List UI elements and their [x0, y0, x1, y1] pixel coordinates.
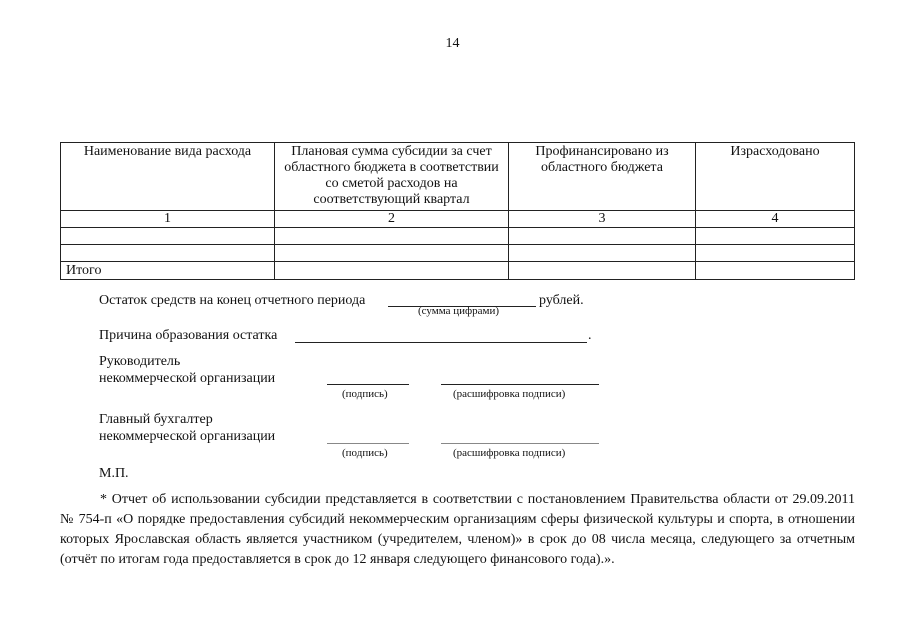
head-title-line1: Руководитель [99, 354, 181, 369]
table-cell[interactable] [509, 245, 696, 262]
accountant-decoding-hint: (расшифровка подписи) [453, 447, 566, 459]
head-title-line2: некоммерческой организации [99, 371, 276, 386]
reason-field[interactable] [295, 342, 587, 343]
head-signature-hint: (подпись) [342, 388, 388, 400]
header-planned-amount: Плановая сумма субсидии за счет областного бюджета в соответствии со сметой расходов на соответствующий квартал [275, 143, 509, 211]
total-cell[interactable] [509, 262, 696, 280]
table-cell[interactable] [61, 228, 275, 245]
table-cell[interactable] [696, 245, 855, 262]
column-number-row [61, 211, 855, 228]
head-decoding-hint: (расшифровка подписи) [453, 388, 566, 400]
balance-amount-hint: (сумма цифрами) [418, 305, 500, 317]
accountant-signature-field[interactable] [327, 443, 409, 444]
table-header-row [61, 143, 855, 211]
accountant-title-line2: некоммерческой организации [99, 429, 276, 444]
head-signature-field[interactable] [327, 384, 409, 385]
reason-label: Причина образования остатка [99, 328, 278, 343]
header-expense-type: Наименование вида расхода [61, 143, 275, 211]
accountant-title-line1: Главный бухгалтер [99, 412, 213, 427]
page-number: 14 [445, 36, 460, 51]
balance-unit: рублей. [539, 293, 584, 308]
table-cell[interactable] [275, 245, 509, 262]
table-row [61, 228, 855, 245]
column-number: 1 [61, 211, 275, 228]
accountant-signature-hint: (подпись) [342, 447, 388, 459]
reason-period: . [588, 328, 592, 343]
column-number: 3 [509, 211, 696, 228]
table-row [61, 245, 855, 262]
total-label: Итого [61, 262, 275, 280]
footnote: * Отчет об использовании субсидии представляется в соответствии с постановлением Правительства области от 29.09.2011 № 754-п «О порядке предоставления субсидий некоммерческим организациям сферы физической культуры и спорта, в отношении которых Ярославская область является участником (учредителем, членом)» в срок до 08 числа месяца, следующего за отчетным (отчёт по итогам года предоставляется в срок до 12 января следующего финансового года).». [60, 492, 855, 567]
total-cell[interactable] [275, 262, 509, 280]
column-number: 2 [275, 211, 509, 228]
balance-label: Остаток средств на конец отчетного периода [99, 293, 366, 308]
total-row [61, 262, 855, 280]
head-decoding-field[interactable] [441, 384, 599, 385]
total-cell[interactable] [696, 262, 855, 280]
table-cell[interactable] [61, 245, 275, 262]
header-spent: Израсходовано [696, 143, 855, 211]
stamp-place: М.П. [99, 466, 129, 481]
table-cell[interactable] [509, 228, 696, 245]
report-table [60, 142, 855, 280]
table-cell[interactable] [275, 228, 509, 245]
table-cell[interactable] [696, 228, 855, 245]
column-number: 4 [696, 211, 855, 228]
header-financed: Профинансировано из областного бюджета [509, 143, 696, 211]
accountant-decoding-field[interactable] [441, 443, 599, 444]
